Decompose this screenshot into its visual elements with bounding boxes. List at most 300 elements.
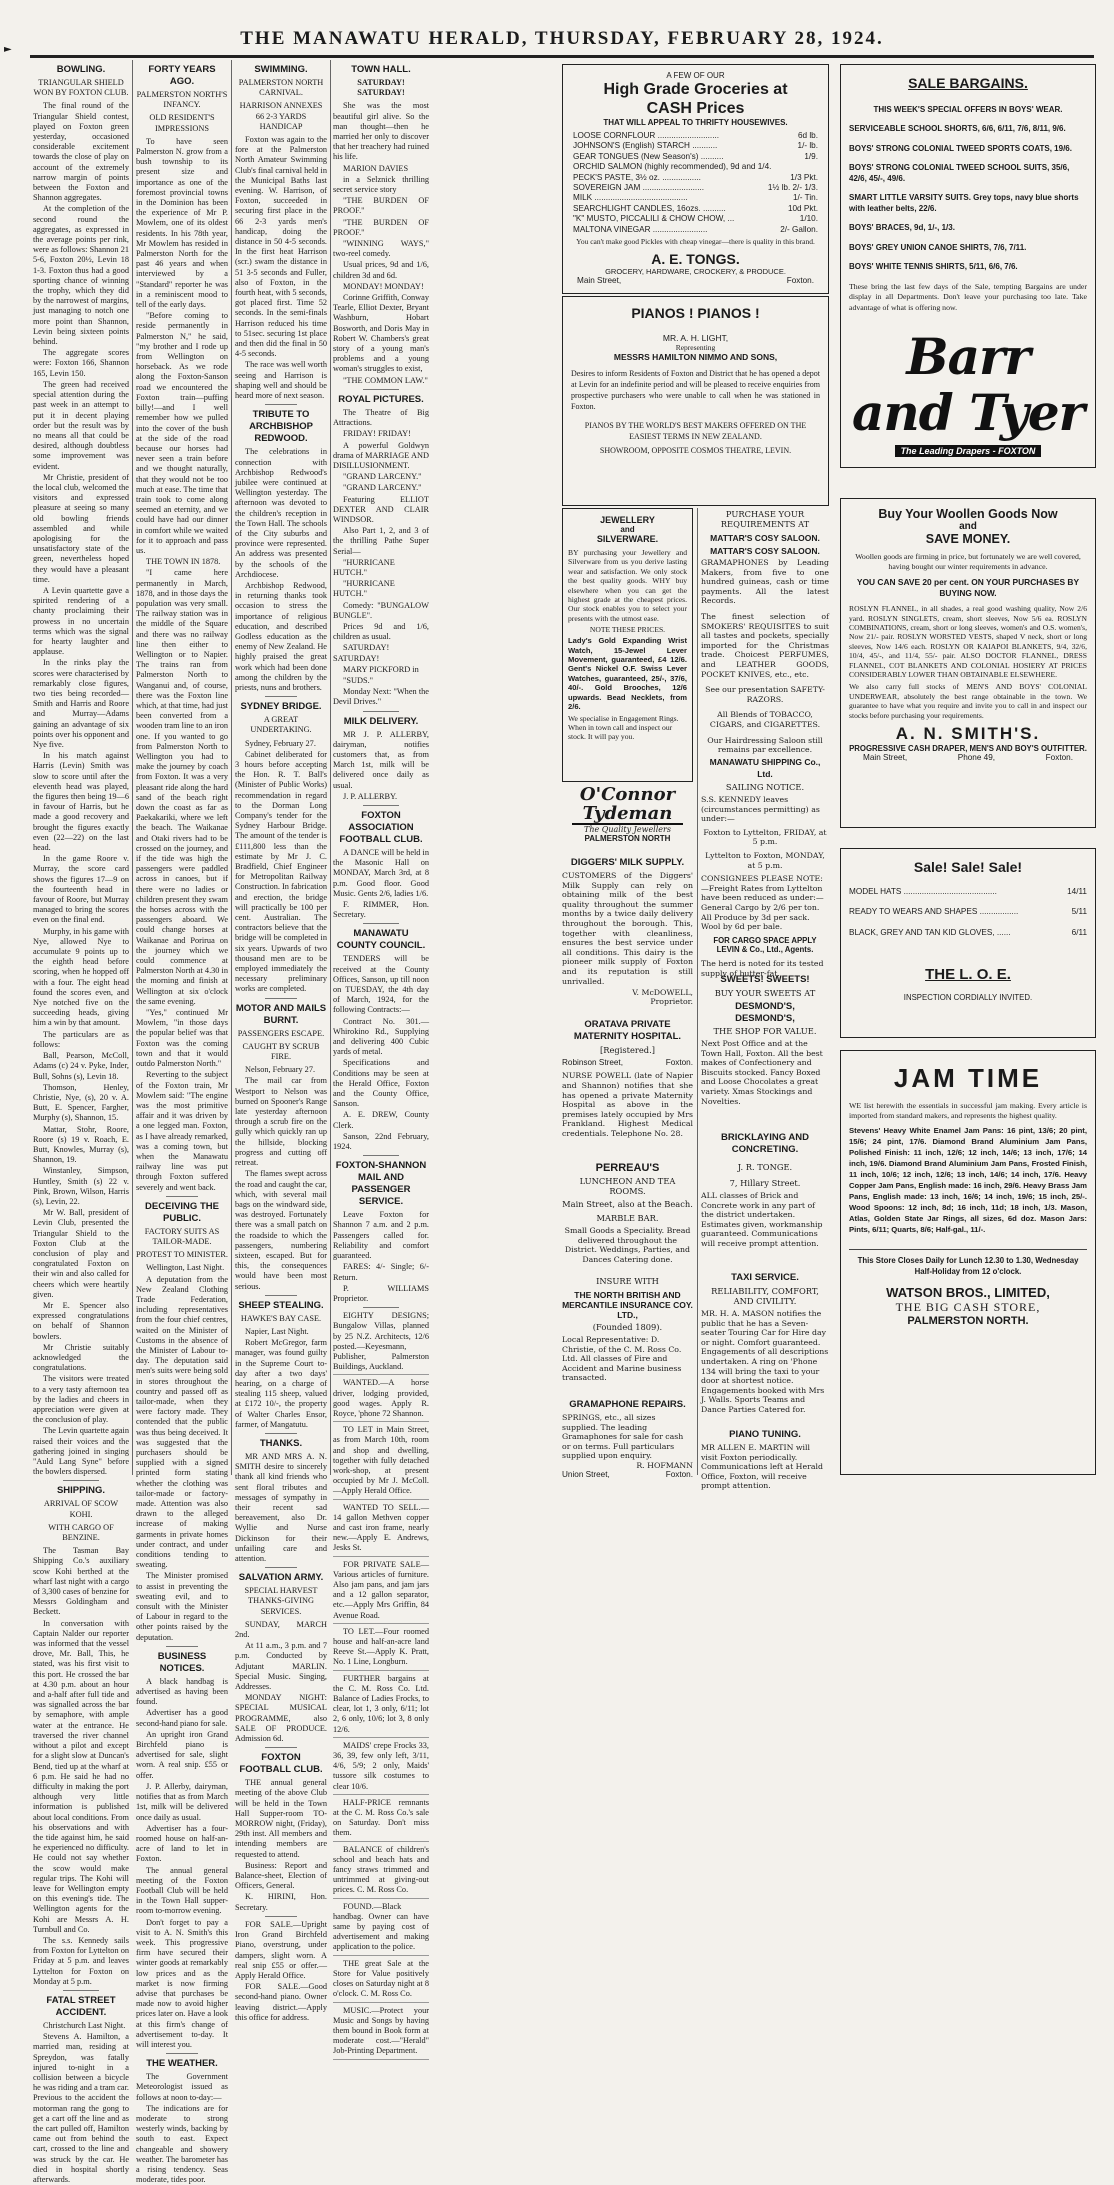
column-4: [333, 60, 429, 2056]
paragraph: The visitors were treated to a very tasty afternoon tea by the ladies and cheers in appreciation were given at the conclusion of play.: [33, 1374, 129, 1425]
oconnor-tydeman-logo: O'Connor Tydeman The Quality Jewellers PALMERSTON NORTH: [562, 785, 693, 847]
ad-body: MR ALLEN E. MARTIN will visit Foxton periodically. Communications left at Herald Office, Foxton, will receive prompt attention.: [701, 1443, 823, 1491]
paragraph: At the completion of the second round the aggregates, as expressed in the average points per rink, were as follows: Shannon 21 5-6, Foxton 20½, Levin 18 1-3. Foxton thus had a good sporting chance of winning the trophy, which they did by the narrowest of margins, just managing to notch one more point than Shannon, Levin being sixteen points behind.: [33, 204, 129, 347]
item-price: 2/- Gallon.: [780, 224, 818, 234]
item-price: 10d Pkt.: [787, 203, 818, 213]
paragraph: Mr Christie suitably acknowledged the congratulations.: [33, 1342, 129, 1373]
section-subheading: SATURDAY! SATURDAY!: [357, 78, 405, 98]
paragraph: in a Selznick thrilling secret service story: [333, 174, 429, 195]
ad-headline: DESMOND'S,: [735, 1001, 795, 1012]
ad-headline: MANAWATU SHIPPING Co., Ltd.: [709, 757, 821, 779]
paragraph: "HURRICANE HUTCH.": [333, 579, 395, 599]
ad-signature: R. HOFMANN: [636, 1460, 693, 1470]
paragraph: Advertiser has a good second-hand piano for sale.: [136, 1708, 228, 1728]
firm-subtitle: GROCERY, HARDWARE, CROCKERY, & PRODUCE.: [605, 267, 786, 277]
item-name: GEAR TONGUES (New Season's) ..........: [573, 151, 724, 161]
ad-oratava: [562, 1015, 693, 1139]
ad-shipping: [701, 752, 829, 978]
paragraph: "I came here permanently in March, 1878, and in those days the population was very small. The railway station was in the middle of the Square and there was no railway line then either to Wellington or to Napier. The trains ran from Palmerston North to Wanganui and, of course, there was the Foxton line which, at that time, had just been converted from a wooden tram line to an iron one. If you wanted to go from Palmerston North to Wellington you had to make the journey by coach from Foxton. It was a very pleasant ride along the hard sand of the beach right down the coast as far as Paekakariki, where we left the beach. The Waikanae and Otaki rivers had to be crossed on the journey, and if the tide was high the passengers were paddled across in canoes, but if there were no ladies or children present they swam the horses across with the passengers aboard. We could change horses at Waikanae and Porirua on the journey which we could commence at Palmerston North at 4.30 in the morning and finish at Wellington at six o'clock the same evening.: [136, 568, 228, 1006]
ad-headline: SWEETS! SWEETS!: [720, 974, 810, 985]
ad-headline: ORATAVA PRIVATE MATERNITY HOSPITAL.: [573, 1019, 682, 1042]
paragraph: SATURDAY! SATURDAY!: [333, 643, 390, 663]
paragraph: A DANCE will be held in the Masonic Hall on MONDAY, March 3rd, at 8 p.m. Good floor. Good Music. Gents 2/6, ladies 1/6.: [333, 848, 429, 898]
section-heading: TRIBUTE TO ARCHBISHOP REDWOOD.: [249, 409, 313, 445]
paragraph: Robert McGregor, farm manager, was found guilty in the Supreme Court to-day after a two days' hearing, on a charge of stealing 115 sheep, valued at £172 10/-, the property of Walter Charles Ensor, farmer, of Mangatutu.: [235, 1338, 327, 1429]
ad-body: WE list herewith the essentials in successful jam making. Every article is imported from standard makers, and represents the highest quality.: [849, 1101, 1087, 1120]
divider: [363, 805, 399, 806]
ad-note: You can't make good Pickles with cheap vinegar—there is quality in this brand.: [576, 237, 815, 247]
ad-body: S.S. KENNEDY leaves (circumstances permitting) as under:—: [701, 795, 820, 824]
section-subheading: TRIANGULAR SHIELD WON BY FOXTON CLUB.: [33, 78, 129, 98]
article-body: [333, 408, 429, 708]
article-body: [33, 2021, 129, 2185]
ad-signature: Proprietor.: [650, 997, 693, 1007]
ad-line: LUNCHEON AND TEA ROOMS.: [579, 1176, 676, 1196]
sale-item: BOYS' BRACES, 9d, 1/-, 1/3.: [849, 223, 955, 232]
paragraph: Murphy, in his game with Nye, allowed Nye to accumulate 9 points up to the eighth head before scoring, when he hopped off with a four. The eight head found the scores even, and Nye notched five on the succeeding heads, giving him a win by that amount.: [33, 926, 129, 1028]
paragraph: Stevens A. Hamilton, a married man, residing at Spreydon, was fatally injured to-night in a collision between a bicycle he was riding and a tram car. Previous to the accident the motorman rang the gong to get a cart off the line and as the cart pulled off, Hamilton came out from behind the cart, crossed to the line and was struck by the car. He died in hospital shortly afterwards.: [33, 2032, 129, 2185]
ad-headline: SILVERWARE.: [596, 534, 659, 544]
divider: [265, 1433, 297, 1434]
paragraph: The s.s. Kennedy sails from Foxton for Lyttelton on Friday at 5 p.m. and leaves Lyttelton for Foxton on Monday at 5 p.m.: [33, 1935, 129, 1986]
ad-headline: PIANO TUNING.: [729, 1429, 801, 1440]
item-price: 1½ lb. 2/- 1/3.: [767, 183, 818, 193]
paragraph: Sanson, 22nd February, 1924.: [333, 1131, 429, 1152]
item-price: 1/10.: [799, 214, 818, 224]
paragraph: Don't forget to pay a visit to A. N. Smith's this week. This progressive firm have secured their winter goods at remarkably low prices and as the market is now firming advise that purchases be made now to avoid higher prices later on. Have a look at this firm's change of advertisement to-day. It will interest you.: [136, 1917, 228, 2049]
paragraph: Advertiser has a four-roomed house on half-an-acre of land to let in Foxton.: [136, 1823, 228, 1864]
paragraph: F. RIMMER, Hon. Secretary.: [333, 900, 429, 920]
column-rule: [231, 60, 232, 1475]
ad-line: 7, Hillary Street.: [729, 1178, 801, 1188]
paragraph: FRIDAY! FRIDAY!: [343, 429, 411, 439]
ad-headline: DESMOND'S,: [735, 1013, 795, 1024]
ad-sweets: [701, 970, 829, 1106]
paragraph: MARION DAVIES: [343, 163, 409, 173]
item-price: 6d lb.: [797, 131, 818, 140]
price-list: [563, 131, 828, 235]
paragraph: The final round of the Triangular Shield contest, played on Foxton green yesterday, occasioned considerable excitement towards the close of play on account of the extremely narrow margin of points between the Foxton and Shannon aggregates.: [33, 101, 129, 203]
ad-piano-tuning: [701, 1425, 829, 1491]
paragraph: "THE BURDEN OF PROOF.": [333, 217, 429, 237]
divider: [363, 1155, 399, 1156]
paragraph: A black handbag is advertised as having been found.: [136, 1676, 228, 1707]
paragraph: The Levin quartette again raised their voices and the gathering joined in singing "Auld Lang Syne" before the bowlers dispersed.: [33, 1426, 129, 1477]
item-name: BLACK, GREY AND TAN KID GLOVES, ......: [849, 927, 1011, 937]
ad-bricklaying: [701, 1128, 829, 1249]
item-price: 1/- Tin.: [792, 193, 818, 203]
paragraph: The celebrations in connection with Archbishop Redwood's jubilee were continued at Wellington yesterday. The afternoon was devoted to the children's reception in the Town Hall. The schools of the City suburbs and province were represented. An address was presented by the schools of the Archdiocese.: [235, 447, 327, 579]
section-heading: SHEEP STEALING.: [238, 1299, 324, 1311]
article-body: [136, 1263, 228, 1643]
sale-item: BOYS' STRONG COLONIAL TWEED SPORTS COATS, 19/6.: [849, 143, 1072, 153]
ad-line: SAILING NOTICE.: [725, 782, 805, 792]
article-body: [33, 1546, 129, 1987]
ad-body: CUSTOMERS of the Diggers' Milk Supply can rely on obtaining milk of the best quality throughout the summer months by a twice daily delivery throughout the borough. This, together with cleanliness, ensures the best service under all conditions. This dairy is the pioneer milk supply of Foxton and its reputation is still unrivalled.: [562, 871, 693, 986]
paragraph: FOR SALE.—Good second-hand piano. Owner leaving district.—Apply this office for address.: [235, 1982, 327, 2022]
price-row: [849, 887, 1087, 897]
section-heading: SHIPPING.: [56, 1485, 106, 1497]
article-body: [33, 101, 129, 1477]
paragraph: Nelson, February 27.: [245, 1065, 316, 1075]
price-row: [573, 141, 818, 151]
paragraph: Usual prices, 9d and 1/6, children 3d and 6d.: [333, 260, 429, 280]
firm-subtitle: PALMERSTON NORTH.: [907, 1315, 1029, 1327]
paragraph: Mattar, Stohr, Roore, Roore (s) 19 v. Roach, E. Butt, Knowles, Murray (s), Shannon, 19.: [33, 1124, 129, 1165]
section-heading: DECEIVING THE PUBLIC.: [145, 1200, 219, 1224]
paragraph: Foxton was again to the fore at the Palmerston North Amateur Swimming Club's final carnival held in the Municipal Baths last evening. W. Harrison, of Foxton, succeeded in securing first place in the 66 2-3 yards men's handicap, doing the distance in 50 4-5 seconds. In the first heat Harrison (scr.) swam the distance in 51 3-5 seconds and Fuller, also of Foxton, in the fourth heat, with 5 seconds, got placed first. Time 52 seconds. In the semi-finals Harrison reduced his time to 51sec. securing 1st place and then did the final in 50 4-5 seconds.: [235, 135, 327, 359]
paragraph: "THE COMMON LAW.": [343, 375, 428, 385]
paragraph: P. WILLIAMS Proprietor.: [333, 1283, 429, 1303]
paragraph: The indications are for moderate to strong westerly winds, backing by south to east. Expect changeable and showery weather. The barometer has a rising tendency. Seas moderate, tides poor.: [136, 2103, 228, 2185]
article-body: [235, 1620, 327, 1744]
section-subheading: WITH CARGO OF BENZINE.: [48, 1522, 114, 1543]
price-list: [849, 887, 1087, 938]
paragraph: To have seen Palmerston N. grow from a bush township to its present size and importance as one of the foremost provincial towns in the Dominion has been the experience of Mr P. Mowlem, one of its oldest residents. In his 78th year, Mr Mowlem has resided in Palmerston North for the past 46 years and when interviewed by a "Standard" reporter he was in a reminiscent mood to tell of the early days.: [136, 136, 228, 310]
ad-gramophone: [562, 1395, 693, 1480]
ad-body: All Blends of TOBACCO, CIGARS, and CIGARETTES.: [709, 710, 821, 729]
column-rule: [132, 60, 133, 1475]
sale-item: SERVICEABLE SCHOOL SHORTS, 6/6, 6/11, 7/6, 8/11, 9/6.: [849, 124, 1066, 133]
paragraph: THE TOWN IN 1878.: [146, 557, 221, 567]
paragraph: FARES: 4/- Single; 6/- Return.: [333, 1262, 429, 1282]
ad-line: RELIABILITY, COMFORT, AND CIVILITY.: [711, 1286, 819, 1306]
section-heading: FORTY YEARS AGO.: [148, 64, 216, 87]
column-1: [33, 60, 129, 2185]
paragraph: In the rinks play the scores were characterised by remarkably close figures, two ties being recorded—Smith and Harris and Roore and Murray—Adams gaining an advantage of six points over his opponent and Nye five.: [33, 658, 129, 749]
paragraph: MONDAY! MONDAY!: [343, 281, 424, 291]
classified-ad: BALANCE of children's school and beach hats and fancy straws trimmed and untrimmed at giving-out prices. C. M. Ross Co.: [333, 1845, 429, 1899]
paragraph: "Yes," continued Mr Mowlem, "in those days the popular belief was that Foxton was the coming town and that it would outdo Palmerston North.": [136, 1008, 228, 1069]
ad-headline: and: [620, 525, 635, 534]
price-row: [573, 214, 818, 224]
article-body: [136, 1677, 228, 2050]
item-name: "K" MUSTO, PICCALILI & CHOW CHOW, ...: [573, 214, 735, 224]
ad-line: [Registered.]: [600, 1045, 655, 1055]
price-row: [573, 152, 818, 162]
divider: [363, 1307, 399, 1308]
ad-body: SPRINGS, etc., all sizes supplied. The leading Gramaphones for sale for cash or on terms. Full particulars supplied upon enquiry.: [562, 1413, 684, 1461]
item-price: 14/11: [1067, 887, 1087, 896]
ad-body: Lady's Gold Expanding Wrist Watch, 15-Jewel Lever Movement, guaranteed, £4 12/6. Gent's Nickel O.F. Swiss Lever Watches, guaranteed, 25/-, 37/6, 40/-. Gold Brooches, 12/6 upwards. Bead Necklets, from 2/6.: [568, 636, 687, 712]
ad-body: Next Post Office and at the Town Hall, Foxton. All the best makes of Confectionery and Biscuits stocked. Fancy Boxed and Loose Chocolates a great variety. Xmas Stockings and Novelties.: [701, 1039, 823, 1106]
paragraph: Contract No. 301.—Whirokino Rd., Supplying and delivering 400 Cubic yards of metal.: [333, 1016, 429, 1057]
paragraph: Monday Next: "When the Devil Drives.": [333, 687, 429, 707]
ad-headline: MATTAR'S COSY SALOON.: [710, 546, 820, 556]
ad-headline: and: [959, 521, 977, 532]
barr-and-tyer-logo: Barr and Tyer The Leading Drapers - FOXTON: [851, 327, 1085, 456]
article-body: [136, 2072, 228, 2185]
classified-ad: FOR PRIVATE SALE—Various articles of furniture. Also jam pans, and jam jars and a 12 gallon separator, etc.—Apply Mrs Griffin, 84 Avenue Road.: [333, 1560, 429, 1624]
section-heading: MILK DELIVERY.: [343, 715, 419, 727]
paragraph: The particulars are as follows:: [33, 1029, 129, 1049]
paragraph: An upright iron Grand Birchfeld piano is advertised for sale, slight worn. A real snip. £55 or offer.: [136, 1729, 228, 1780]
ad-line: A FEW OF OUR: [666, 71, 725, 80]
ad-body: ALL classes of Brick and Concrete work in any part of the district undertaken. Estimates given, workmanship guaranteed. Communications will receive prompt attention.: [701, 1191, 823, 1248]
article-body: [235, 1778, 327, 1913]
paragraph: Prices 9d and 1/6, children as usual.: [333, 621, 429, 642]
address-row: Union Street, Foxton.: [562, 1469, 693, 1479]
divider: [63, 1990, 99, 1991]
section-heading: BOWLING.: [56, 64, 106, 75]
ad-line: (Founded 1809).: [592, 1322, 663, 1332]
firm-subtitle: THE BIG CASH STORE,: [895, 1300, 1041, 1314]
classified-ad: MUSIC.—Protect your Music and Songs by having them bound in Book form at moderate cost.—"Herald" Job-Printing Department.: [333, 2006, 429, 2060]
sale-item: BOYS' STRONG COLONIAL TWEED SCHOOL SUITS, 35/6, 42/6, 45/-, 49/6.: [849, 163, 1070, 183]
paragraph: Winstanley, Simpson, Huntley, Smith (s) 22 v. Pink, Brown, Wilson, Harris (s), Levin, 22.: [33, 1166, 129, 1206]
section-subheading: PROTEST TO MINISTER.: [136, 1250, 228, 1260]
paragraph: Archbishop Redwood, in returning thanks took occasion to stress the importance of religious education, and described Godless education as the enemy of New Zealand. He highly praised the great work which had been done among the children by the priests, nuns and brothers.: [235, 580, 327, 692]
divider: [363, 923, 399, 924]
ad-body: See our presentation SAFETY-RAZORS.: [705, 685, 825, 704]
ad-jam-time: [840, 1050, 1096, 1475]
paragraph: Leave Foxton for Shannon 7 a.m. and 2 p.m. Passengers called for. Reliability and comfort guaranteed.: [333, 1210, 429, 1261]
address-row: Robinson Street, Foxton.: [562, 1058, 693, 1067]
section-subheading: FACTORY SUITS AS TAILOR-MADE.: [144, 1226, 220, 1246]
column-3: [235, 60, 327, 2022]
ad-body: CONSIGNEES PLEASE NOTE:—Freight Rates from Lyttelton have been reduced as under:—General Cargo by 2/6 per ton. All Produce by 3d per sack. Wool by 6d per bale.: [701, 874, 824, 932]
ad-headline: JEWELLERY: [600, 515, 655, 525]
paragraph: The mail car from Westport to Nelson was burned on Spooner's Range late yesterday afternoon through a scrub fire on the gully which quickly ran up the hillside, blocking progress and cutting off retreat.: [235, 1076, 327, 1168]
ad-perreau: [562, 1158, 693, 1264]
paragraph: MARY PICKFORD in: [343, 664, 419, 674]
paragraph: TENDERS will be received at the County Offices, Sanson, up till noon on TUESDAY, the 4th day of March, 1924, for the following Contracts:—: [333, 954, 429, 1015]
paragraph: In conversation with Captain Nalder our reporter was informed that the vessel drove, Mr. Ball, This, he stated, was his first visit to this port. He crossed the bar at 4.30 p.m. about an hour and a-half after full tide and was signalled across the bar by semaphore, with ample water at the entrance. He traversed the river channel without a pilot and except for a slight slow at Duncan's Bend, tied up at the wharf at 6 p.m. He said he had no difficulty in making the port although very little information is published about local conditions. From his observations and with the tide against him, he said he experienced no difficulty. He could not say whether the scow would make regular trips. The Kohi will leave for Wellington empty on this evening's tide. The Wellington agents for the Kohi are Messrs A. H. Turnbull and Co.: [33, 1618, 129, 1934]
paragraph: The annual general meeting of the Foxton Football Club will be held in the Town Hall supper-room to-morrow evening.: [136, 1865, 228, 1916]
section-heading: SYDNEY BRIDGE.: [240, 701, 322, 713]
article-body: [235, 135, 327, 401]
item-name: READY TO WEARS AND SHAPES .................: [849, 907, 1019, 917]
ad-headline: PIANOS ! PIANOS !: [631, 305, 760, 321]
ad-body: We also carry full stocks of MEN'S AND BOYS' COLONIAL UNDERWEAR, absolutely the best range obtainable in the town. We guarantee to have what you require and invite you to call in and inspect our stocks before purchasing your requirements.: [849, 682, 1087, 720]
ad-body: Woollen goods are firming in price, but fortunately we are well covered, having bought our winter requirements in advance.: [855, 552, 1081, 571]
ad-body: Foxton to Lyttelton, FRIDAY, at 5 p.m.: [703, 827, 827, 847]
ad-body: MR. H. A. MASON notifies the public that he has a Seven-seater Touring Car for Hire day or night. Comfort guaranteed. Engagements of all descriptions undertaken. A ring on 'Phone 134 will bring the taxi to your door at shortest notice. Engagements booked with Mrs J. Walls. Sports Teams and Dance Parties Catered for.: [701, 1309, 829, 1414]
article-body: [235, 1452, 327, 1564]
firm-name: THE L. O. E.: [925, 966, 1011, 984]
paragraph: K. HIRINI, Hon. Secretary.: [235, 1892, 327, 1912]
item-price: 1/3 Pkt.: [790, 172, 818, 182]
ad-line: NOTE THESE PRICES.: [589, 625, 666, 635]
ad-body: Stevens' Heavy White Enamel Jam Pans: 16 pint, 13/6; 20 pint, 15/6; 24 pint, 17/6. Diamond Brand Aluminium Jam Pans, Polished Finish: 11 inch, 12/6; 12 inch, 14/6; 13 inch, 17/6; 14 inch, 19/6. Diamond Brand Aluminium Jam Pans, Frosted Finish, 11 inch, 10/6; 12 inch, 12/6; 13 inch, 14/6; 14 inch, 17/6. Heavy Copper Jam Pans, English made: 16 inch, 29/6. Heavy Brass Jam Pans, English made: 13 inch, 16/6; 14 inch, 19/6; 15 inch, 25/-. Wood Spoons: 12 inch, 8d; 16 inch, 11d; 18 inch, 1/3. Mason, Atlas, Golden State Jar Rings, all sizes, 6d doz. Mason Jars: Pints, 6/11; Quarts, 8/6; Half-gal., 11/-.: [849, 1126, 1087, 1234]
sale-item: BOYS' WHITE TENNIS SHIRTS, 5/11, 6/6, 7/6.: [849, 262, 1018, 271]
item-price: 5/11: [1071, 907, 1087, 917]
classifieds-list: [333, 1311, 429, 2059]
divider: [265, 1916, 297, 1917]
paragraph: FOR SALE.—Upright Iron Grand Birchfeld Piano, overstrung, under dampers, slight worn. A real snip £55 or offer.—Apply Herald Office.: [235, 1919, 327, 1980]
paragraph: Wellington, Last Night.: [146, 1263, 225, 1273]
ad-line: SHOWROOM, OPPOSITE COSMOS THEATRE, LEVIN.: [599, 446, 792, 455]
ad-insurance: [562, 1275, 693, 1383]
paragraph: "SUDS.": [343, 675, 374, 685]
section-subheading: HARRISON ANNEXES 66 2-3 YARDS HANDICAP: [239, 101, 323, 131]
classified-ad: THE great Sale at the Store for Value positively closes on Saturday night at 8 o'clock. C. M. Ross Co.: [333, 1959, 429, 2003]
ad-headline: High Grade Groceries at: [603, 81, 788, 98]
paragraph: The Government Meteorologist issued as follows at noon to-day:—: [136, 2072, 228, 2102]
section-heading: THE WEATHER.: [146, 2058, 218, 2070]
paragraph: A powerful Goldwyn drama of MARRIAGE AND DISILLUSIONMENT.: [333, 440, 429, 470]
ad-headline: TAXI SERVICE.: [731, 1272, 799, 1283]
paragraph: J. P. Allerby, dairyman, notifies that as from March 1st, milk will be delivered once daily as usual.: [136, 1781, 228, 1822]
section-heading: ROYAL PICTURES.: [338, 393, 424, 405]
paragraph: "Before coming to reside permanently in Palmerston N," he said, "my brother and I rode up from Wellington on horseback. As we rode along the Foxton-Sanson road we encountered the Foxton train—puffing billy!—and I well remember how we pulled into the cover of the bush at the side of the road because our horses had never seen a train before and we thought naturally, that they would not be too much at ease. The time that train took to come along seemed an eternity, and we could have had our dinner in comfort while we waited for it to approach and pass us.: [136, 311, 228, 555]
paragraph: At 11 a.m., 3 p.m. and 7 p.m. Conducted by Adjutant MARLIN. Special Music. Singing, Addresses.: [235, 1641, 327, 1692]
ad-diggers: [562, 853, 693, 1006]
article-body: [136, 137, 228, 1193]
item-name: MODEL HATS .........................................: [849, 887, 997, 896]
paragraph: MR J. P. ALLERBY, dairyman, notifies customers that, as from March 1st, milk will be delivered once daily as usual.: [333, 729, 429, 790]
ad-headline: MATTAR'S COSY SALOON.: [710, 533, 820, 543]
paragraph: She was the most beautiful girl alive. So the man thought—then he married her only to discover that her treachery had ruined his life.: [333, 101, 429, 162]
article-body: [333, 1210, 429, 1304]
item-name: SEARCHLIGHT CANDLES, 16ozs. ..........: [573, 203, 726, 213]
item-name: ORCHID SALMON (highly recommended), 9d and 1/4.: [573, 162, 772, 172]
ad-line: YOU CAN SAVE 20 per cent. ON YOUR PURCHASES BY BUYING NOW.: [856, 577, 1080, 598]
section-heading: MANAWATU COUNTY COUNCIL.: [336, 928, 426, 952]
ad-headline: Sale! Sale! Sale!: [913, 859, 1023, 875]
ad-line: This Store Closes Daily for Lunch 12.30 to 1.30, Wednesday Half-Holiday from 12 o'clock.: [849, 1249, 1087, 1277]
paragraph: The Theatre of Big Attractions.: [333, 407, 429, 428]
divider: [363, 389, 399, 390]
paragraph: SUNDAY, MARCH 2nd.: [235, 1619, 327, 1640]
ad-body: Local Representative: D. Christie, of the C. M. Ross Co. Ltd. All classes of Fire and Accident and Marine business transacted.: [562, 1335, 682, 1383]
price-row: [573, 173, 818, 183]
paragraph: MR AND MRS A. N. SMITH desire to sincerely thank all kind friends who sent floral tributes and messages of sympathy in their recent sad bereavement, also Dr. Wyllie and Nurse Dickinson for their unfailing care and attention.: [235, 1451, 327, 1563]
article-body: [333, 954, 429, 1152]
ad-body: GRAMAPHONES by Leading Makers, from five to one hundred guineas, cash or time payments. All the latest Records.: [701, 558, 829, 606]
paragraph: Thomson, Henley, Christie, Nye, (s), 20 v. A. Butt, E. Spencer, Fargher, Murphy (s), Shannon, 15.: [33, 1082, 129, 1123]
ad-taxi: [701, 1268, 829, 1415]
ad-note: These bring the last few days of the Sale, tempting Bargains are under display in all Departments. Don't leave your purchasing too late. Take advantage of what is offering now.: [849, 281, 1087, 312]
firm-name: A. E. TONGS.: [651, 251, 740, 268]
paragraph: The Minister promised to assist in preventing the sweating evil, and to consult with the Minister of Labour in regard to the other points raised by the deputation.: [136, 1571, 228, 1642]
ad-body: Our Hairdressing Saloon still remains par excellence.: [707, 735, 823, 755]
paragraph: Corinne Griffith, Conway Tearle, Elliot Dexter, Bryant Washburn, Hobart Bosworth, and Doris May in Robert W. Chambers's great story of a young man's problems and a young woman's struggles to exist,: [333, 293, 429, 374]
sale-item: SMART LITTLE VARSITY SUITS. Grey tops, navy blue shorts with leather belts, 22/6.: [849, 193, 1079, 213]
ad-body: BY purchasing your Jewellery and Silverware from us you derive lasting wear and satisfaction. We only stock the best quality goods. WHY buy elsewhere when you can get the highest grade at the cheapest prices. Our stock enables you to select your presents with the utmost ease.: [568, 548, 687, 623]
price-row: [573, 204, 818, 214]
paragraph: THE annual general meeting of the above Club will be held in the Town Hall Supper-room TO-MORROW night, (Friday), 29th inst. All members and intending members are requested to attend.: [235, 1778, 327, 1859]
paragraph: A. E. DREW, County Clerk.: [333, 1110, 429, 1130]
ad-mattar: [701, 508, 829, 755]
address-row: Main Street, Foxton.: [577, 276, 814, 286]
ad-headline: DIGGERS' MILK SUPPLY.: [570, 857, 685, 868]
paragraph: Featuring ELLIOT DEXTER AND CLAIR WINDSOR.: [333, 494, 429, 524]
classified-ad: HALF-PRICE remnants at the C. M. Ross Co.'s sale on Saturday. Don't miss them.: [333, 1798, 429, 1842]
ad-line: BUY YOUR SWEETS AT: [714, 988, 816, 998]
section-heading: SALVATION ARMY.: [238, 1572, 324, 1584]
paragraph: A deputation from the New Zealand Clothing Trade Federation, including representatives from the four chief centres, waited on the Minister of Customs in the absence of the Minister of Labour to-day. The deputation said men's suits were being sold in stores throughout the country and passed off as tailor-made, when they were factory made. They contended that the public was thus being deceived. It was suggested that the purchasers should be supplied with a signed printed form stating whether the clothing was tailor-made or factory-made. Attention was also drawn to the alleged increase of making garments in private homes under contract, and under conditions tending to sweating.: [136, 1274, 228, 1570]
price-row: [849, 907, 1087, 917]
ad-groceries: [562, 64, 829, 294]
section-subheading: HAWKE'S BAY CASE.: [240, 1313, 322, 1323]
paragraph: Sydney, February 27.: [245, 738, 316, 748]
ad-headline: SALE BARGAINS.: [908, 75, 1028, 91]
paragraph: The race was well worth seeing and Harrison is shaping well and should be heard more of next season.: [235, 360, 327, 401]
article-body: [235, 447, 327, 693]
ad-jewellery: [562, 508, 693, 782]
divider: [166, 1196, 198, 1197]
classified-ad: FOUND.—Black handbag. Owner can have same by paying cost of advertisement and making application to the police.: [333, 1902, 429, 1956]
ad-line: Main Street, also at the Beach.: [562, 1199, 693, 1209]
ad-signature: V. McDOWELL,: [632, 988, 693, 998]
paragraph: Mr W. Ball, president of Levin Club, presented the Triangular Shield to the Foxton Club at the conclusion of play and congratulated Foxton on their win and also called for cheers which were heartily given.: [33, 1208, 129, 1299]
ad-headline: THE NORTH BRITISH AND MERCANTILE INSURANCE COY. LTD.,: [562, 1290, 693, 1320]
section-subheading: A GREAT UNDERTAKING.: [250, 715, 312, 735]
item-name: MILK .........................................: [573, 193, 688, 203]
section-subheading: PASSENGERS ESCAPE.: [237, 1028, 325, 1038]
article-body: [333, 101, 429, 385]
section-subheading: PALMERSTON NORTH'S INFANCY.: [136, 90, 228, 110]
section-subheading: SPECIAL HARVEST THANKS-GIVING SERVICES.: [244, 1586, 318, 1616]
classified-ad: WANTED TO SELL.—14 gallon Methven copper and cast iron frame, nearly new.—Apply E. Andrews, Jesks St.: [333, 1503, 429, 1557]
classified-ad: TO LET in Main Street, as from March 10th, room and shop and dwelling, together with fully detached work-shop, at present occupied by Mr J. McColl.—Apply Herald Office.: [333, 1425, 429, 1499]
ad-line: THIS WEEK'S SPECIAL OFFERS IN BOYS' WEAR.: [873, 105, 1063, 114]
price-row: [849, 928, 1087, 938]
item-name: PECK'S PASTE, 3½ oz. .................: [573, 172, 701, 182]
ad-sale-bargains: [840, 64, 1096, 468]
ad-body: The herd is noted for its tested supply of butter-fat.: [701, 958, 824, 978]
paragraph: "GRAND LARCENY.": [343, 472, 422, 482]
paragraph: Also Part 1, 2, and 3 of the thrilling Pathe Super Serial—: [333, 526, 429, 556]
paragraph: "THE BURDEN OF PROOF.": [333, 196, 429, 216]
firm-name: WATSON BROS., LIMITED,: [886, 1285, 1050, 1300]
classified-ad: WANTED.—A horse driver, lodging provided, good wages. Apply R. Royce, 'phone 72 Shannon.: [333, 1378, 429, 1422]
section-subheading: OLD RESIDENT'S IMPRESSIONS: [149, 113, 215, 133]
address-row: Main Street, Phone 49, Foxton.: [863, 753, 1073, 763]
article-body: [333, 730, 429, 802]
paragraph: "HURRICANE HUTCH.": [333, 557, 395, 577]
section-heading: FOXTON-SHANNON MAIL AND PASSENGER SERVICE.: [335, 1160, 427, 1208]
classified-ad: TO LET.—Four roomed house and half-an-acre land Reeve St.—Apply K. Pratt, No. 1 Line, Longburn.: [333, 1627, 429, 1671]
section-subheading: CAUGHT BY SCRUB FIRE.: [242, 1041, 320, 1062]
classified-ad: MAIDS' crepe Frocks 33, 36, 39, few only left, 3/11, 4/6, 5/9; 2 only, Maids' tussore silk costumes to clear 10/6.: [333, 1741, 429, 1795]
ad-headline: JAM TIME: [893, 1063, 1043, 1093]
ad-woollen: [840, 498, 1096, 828]
paragraph: The Tasman Bay Shipping Co.'s auxiliary scow Kohi berthed at the wharf last night with a cargo of 3,300 cases of benzine for Messrs Goldingham and Beckett.: [33, 1546, 129, 1617]
paragraph: Comedy: "BUNGALOW BUNGLE".: [333, 600, 429, 620]
ad-body: Small Goods a Speciality. Bread delivered throughout the District. Weddings, Parties, and Dances Catering done.: [564, 1226, 691, 1264]
column-2: [136, 60, 228, 2185]
paragraph: A Levin quartette gave a spirited rendering of a chanty proclaiming their prowess in no uncertain terms which was the signal for hearty laughter and applause.: [33, 585, 129, 657]
article-body: [235, 1920, 327, 2023]
section-subheading: ARRIVAL OF SCOW KOHI.: [43, 1499, 119, 1519]
section-heading: FATAL STREET ACCIDENT.: [46, 1994, 116, 2018]
paragraph: Business: Report and Balance-sheet, Election of Officers, General.: [235, 1860, 327, 1891]
ad-line: THE SHOP FOR VALUE.: [713, 1026, 817, 1036]
masthead-rule: [30, 55, 1094, 58]
ad-line: PIANOS BY THE WORLD'S BEST MAKERS OFFERED ON THE EASIEST TERMS IN NEW ZEALAND.: [584, 421, 807, 441]
column-rule: [330, 60, 331, 1475]
ad-line: Representing: [675, 343, 716, 352]
ad-line: INSURE WITH: [596, 1276, 659, 1286]
price-row: [573, 193, 818, 203]
section-subheading: PALMERSTON NORTH CARNIVAL.: [238, 78, 324, 98]
section-heading: MOTOR AND MAILS BURNT.: [235, 1002, 327, 1026]
ad-line: MR. A. H. LIGHT,: [662, 333, 729, 343]
sale-item: BOYS' GREY UNION CANOE SHIRTS, 7/6, 7/11.: [849, 242, 1027, 252]
ad-headline: GRAMAPHONE REPAIRS.: [569, 1399, 686, 1410]
paragraph: The flames swept across the road and caught the car, which, with several mail bags on the windward side, was destroyed. Fortunately there was a small patch on the roadside to which the passengers, numbering sixteen, escaped. But for this, the consequences would have been most serious.: [235, 1169, 327, 1291]
divider: [166, 2053, 198, 2054]
item-name: SOVEREIGN JAM ...........................: [573, 183, 705, 193]
ad-body: The finest selection of SMOKERS' REQUISITES to suit all tastes and pockets, specially imported for the Christmas trade. Choicest PERFUMES, and LEATHER GOODS, POCKET KNIVES, etc., etc.: [701, 611, 829, 679]
item-price: 1/9.: [804, 151, 818, 161]
ad-headline: BRICKLAYING AND CONCRETING.: [721, 1132, 809, 1155]
section-heading: TOWN HALL.: [351, 64, 411, 75]
paragraph: Ball, Pearson, McColl, Adams (c) 24 v. Pyke, Inder, Bull, Sohns (s), Levin 18.: [33, 1051, 129, 1081]
paragraph: The green had received special attention during the past week in an attempt to put it in decent playing order but the result was by no means all that could be desired, although doubtless some improvement was evident.: [33, 379, 129, 471]
